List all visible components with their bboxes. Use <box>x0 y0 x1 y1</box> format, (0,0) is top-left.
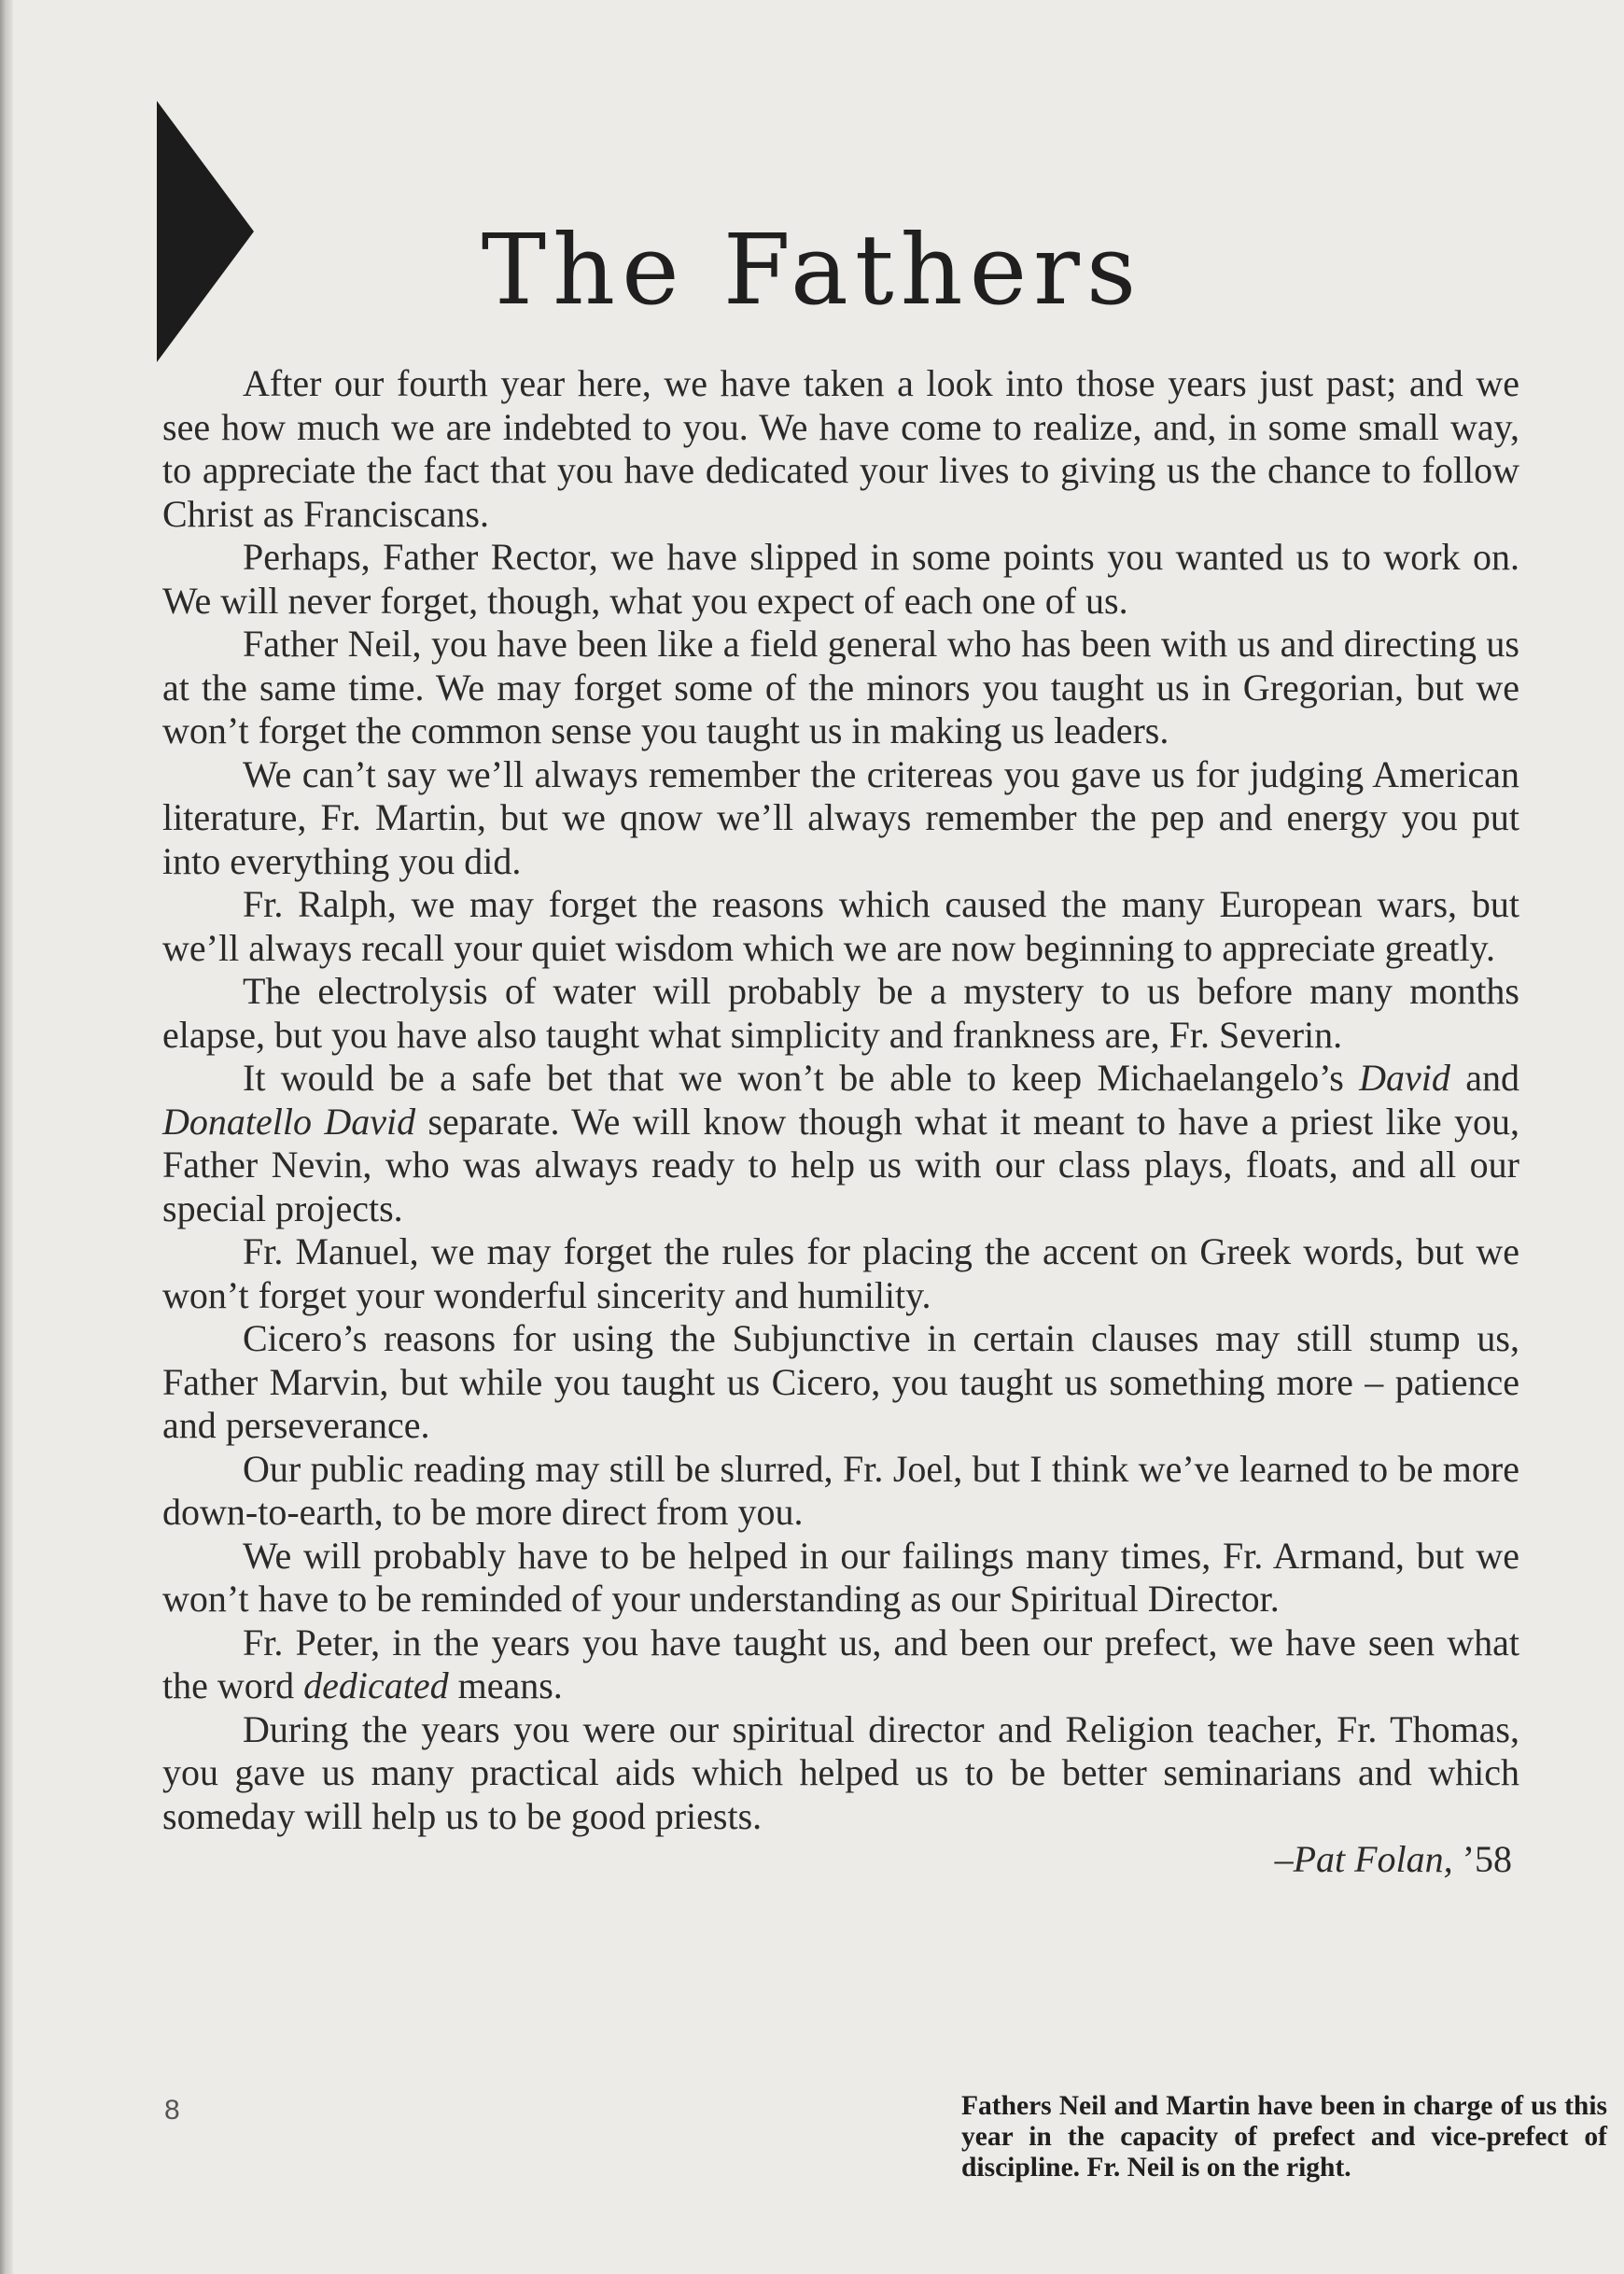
class-year: ’58 <box>1452 1838 1512 1880</box>
article-paragraph <box>162 536 1519 623</box>
article-paragraph <box>162 1535 1519 1621</box>
paragraph-text: We will probably have to be helped in our failings many times, Fr. Armand, but we won’t have to be reminded of your understanding as our Spiritual Director. <box>162 1534 1519 1620</box>
page-number: 8 <box>164 2095 180 2126</box>
paragraph-text: Fr. Peter, in the years you have taught us, and been our prefect, we have seen what the word <box>162 1621 1519 1706</box>
paragraph-text: Fr. Manuel, we may forget the rules for placing the accent on Greek words, but we won’t forget your wonderful sincerity and humility. <box>162 1230 1519 1316</box>
article-paragraph <box>162 883 1519 970</box>
paragraph-text: Father Neil, you have been like a field general who has been with us and directing us at the same time. We may forget some of the minors you taught us in Gregorian, but we won’t forget the common sense you taught us in making us leaders. <box>162 623 1519 751</box>
article-paragraph <box>162 1448 1519 1535</box>
paragraph-text: Our public reading may still be slurred, Fr. Joel, but I think we’ve learned to be more down-to-earth, to be more direct from you. <box>162 1447 1519 1533</box>
paragraph-text: Perhaps, Father Rector, we have slipped in some points you wanted us to work on. We will never forget, though, what you expect of each one of us. <box>162 536 1519 622</box>
paragraph-text: Fr. Ralph, we may forget the reasons which caused the many European wars, but we’ll always recall your quiet wisdom which we are now beginning to appreciate greatly. <box>162 883 1519 969</box>
italic-title-text: David <box>1359 1057 1450 1099</box>
paragraph-text: separate. We will know though what it meant to have a priest like you, Father Nevin, who was always ready to help us with our class plays, floats, and all our special projects. <box>162 1100 1520 1229</box>
article-paragraph <box>162 1317 1519 1448</box>
article-paragraph <box>162 623 1519 753</box>
page-title: The Fathers <box>481 212 1143 327</box>
paragraph-text: It would be a safe bet that we won’t be able to keep Michaelangelo’s <box>243 1057 1360 1099</box>
article-paragraph <box>162 1708 1519 1839</box>
article-body <box>162 362 1519 1882</box>
author-signature <box>162 1838 1519 1882</box>
article-paragraph <box>162 362 1519 536</box>
italic-title-text: Donatello David <box>162 1100 416 1143</box>
photo-caption: Fathers Neil and Martin have been in charge of us this year in the capacity of prefect and vice-prefect of discipline. Fr. Neil is on the right. <box>961 2091 1607 2183</box>
italic-title-text: dedicated <box>303 1664 449 1706</box>
article-paragraph <box>162 1230 1519 1317</box>
article-paragraph <box>162 970 1519 1057</box>
paragraph-text: The electrolysis of water will probably be a mystery to us before many months elapse, but you have also taught what simplicity and frankness are, Fr. Severin. <box>162 970 1519 1056</box>
paragraph-text: During the years you were our spiritual director and Religion teacher, Fr. Thomas, you gave us many practical aids which helped us to be better seminarians and which someday will help us to be good priests. <box>162 1707 1519 1837</box>
paragraph-text: Cicero’s reasons for using the Subjunctive in certain clauses may still stump us, Father Marvin, but while you taught us Cicero, you taught us something more – patience and perseverance. <box>162 1317 1519 1446</box>
paragraph-text: We can’t say we’ll always remember the critereas you gave us for judging American literature, Fr. Martin, but we qnow we’ll always remember the pep and energy you put into everything you did. <box>162 752 1519 882</box>
article-paragraph <box>162 1621 1519 1708</box>
paragraph-text: and <box>1449 1057 1519 1099</box>
paragraph-text: means. <box>448 1664 563 1706</box>
paragraph-text: After our fourth year here, we have taken a look into those years just past; and we see how much we are indebted to you. We have come to realize, and, in some small way, to appreciate the fact that you have dedicated your lives to giving us the chance to follow Christ as Franciscans. <box>162 362 1519 535</box>
article-paragraph <box>162 753 1519 884</box>
binding-edge <box>0 0 13 2274</box>
article-paragraph <box>162 1057 1519 1230</box>
author-name: –Pat Folan, <box>1274 1838 1453 1880</box>
